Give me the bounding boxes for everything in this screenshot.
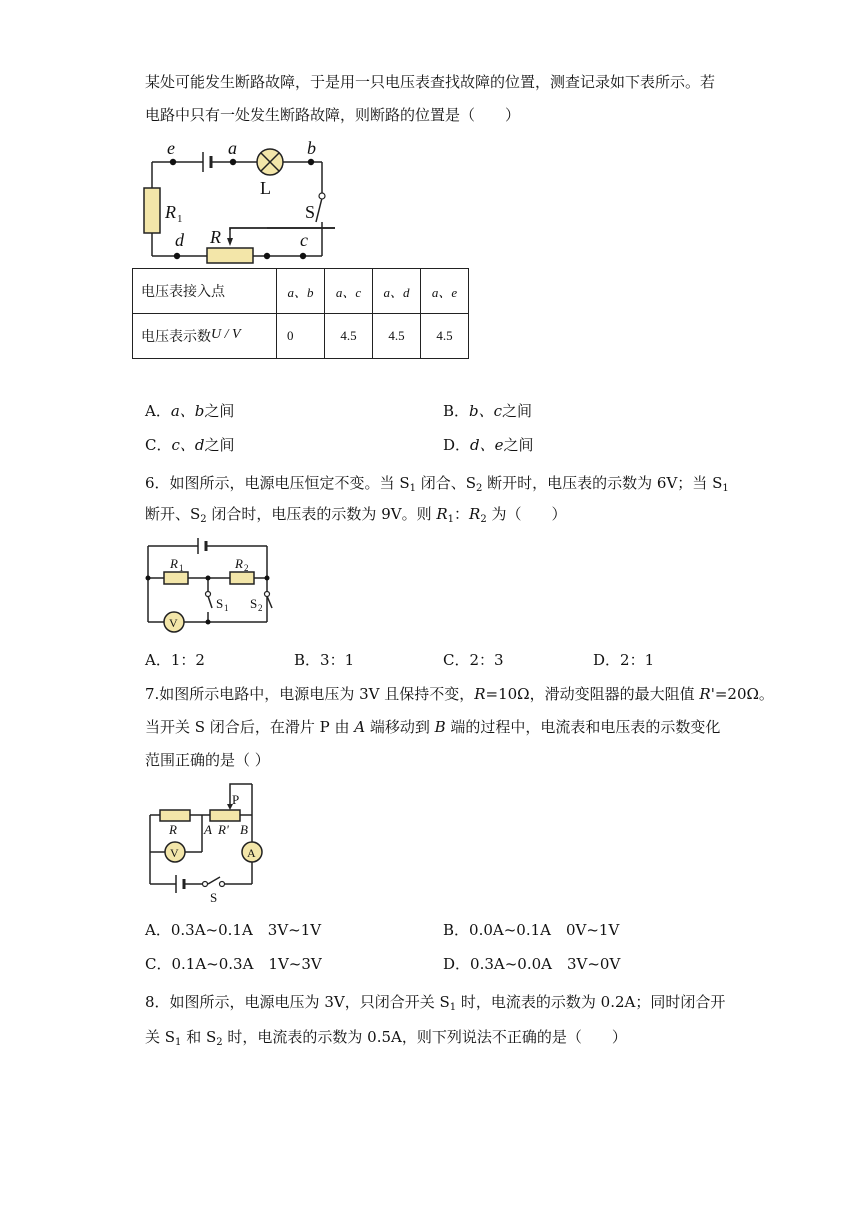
- resistor-r2: [230, 572, 254, 584]
- q7-option-a[interactable]: A．0.3A~0.1A 3V~1V: [145, 921, 322, 939]
- q6-option-b[interactable]: B．3：1: [294, 651, 355, 669]
- reading-label: 电压表示数: [141, 329, 211, 345]
- q7-option-c[interactable]: C．0.1A~0.3A 1V~3V: [145, 955, 322, 973]
- q6-circuit-diagram: [140, 536, 275, 636]
- label-r1: R: [165, 202, 176, 222]
- option-label: A．: [145, 402, 171, 420]
- rheostat-r-prime: [210, 810, 240, 821]
- option-tail: 之间: [503, 436, 534, 454]
- q7-option-b[interactable]: B．0.0A~0.1A 0V~1V: [443, 921, 620, 939]
- label-r: R: [210, 227, 221, 247]
- q5-text-line1: 某处可能发生断路故障，于是用一只电压表查找故障的位置，测查记录如下表所示。若: [145, 73, 716, 91]
- resistor-r1: [164, 572, 188, 584]
- table-cell: 4.5: [421, 314, 469, 359]
- svg-text:A: A: [204, 822, 212, 837]
- label-d: d: [175, 230, 184, 250]
- switch-blade: [316, 198, 322, 222]
- option-label: D．: [443, 436, 471, 454]
- q6-option-d[interactable]: D．2：1: [593, 651, 655, 669]
- svg-text:S: S: [216, 596, 224, 611]
- svg-text:A: A: [247, 846, 256, 860]
- option-label: B．: [443, 402, 470, 420]
- q7-text-line3: 范围正确的是（ ）: [145, 751, 270, 769]
- voltage-record-table: [132, 268, 469, 359]
- table-cell: a、e: [421, 269, 469, 314]
- svg-text:1: 1: [179, 563, 184, 573]
- q5-text-line2: 电路中只有一处发生断路故障，则断路的位置是（ ）: [145, 106, 521, 124]
- table-row: [133, 269, 469, 314]
- q5-option-b[interactable]: [443, 401, 532, 421]
- q6-text-line2: 断开、$S_2$ 闭合时，电压表的示数为 9V。则 $R_1$：$R_2$ 为（ ）: [145, 505, 567, 525]
- q6-option-c[interactable]: C．2：3: [443, 651, 504, 669]
- q7-option-d[interactable]: D．0.3A~0.0A 3V~0V: [443, 955, 621, 973]
- svg-text:B: B: [240, 822, 248, 837]
- q5-circuit-diagram: [135, 138, 335, 268]
- rheostat-r: [207, 248, 253, 263]
- q6-text-line1: 6．如图所示，电源电压恒定不变。当 $S_1$ 闭合、$S_2$ 断开时，电压表的示数为 6V；当 $S_1$: [145, 474, 729, 494]
- svg-text:S: S: [250, 596, 258, 611]
- svg-text:1: 1: [224, 603, 229, 613]
- label-b: b: [307, 138, 316, 158]
- label-r1-sub: 1: [177, 213, 183, 225]
- svg-text:V: V: [169, 616, 178, 630]
- q8-text-line2: 关 $S_1$ 和 $S_2$ 时，电流表的示数为 0.5A，则下列说法不正确的是（ ）: [145, 1028, 627, 1048]
- label-s: S: [305, 202, 316, 222]
- table-cell: 0: [277, 314, 325, 359]
- option-label: C．: [145, 436, 172, 454]
- svg-text:R': R': [218, 822, 229, 837]
- label-a: a: [228, 138, 237, 158]
- q5-option-d[interactable]: [443, 435, 534, 455]
- table-header-points: 电压表接入点: [133, 269, 277, 314]
- q7-text-line1: 7.如图所示电路中，电源电压为 3V 且保持不变，R=10Ω，滑动变阻器的最大阻值 R'=20Ω。: [145, 685, 774, 703]
- table-row: [133, 314, 469, 359]
- svg-text:V: V: [170, 846, 179, 860]
- svg-text:2: 2: [258, 603, 263, 613]
- option-tail: 之间: [204, 402, 235, 420]
- table-cell: a、c: [325, 269, 373, 314]
- resistor-r: [160, 810, 190, 821]
- table-cell: 4.5: [325, 314, 373, 359]
- option-tail: 之间: [204, 436, 235, 454]
- table-cell: a、d: [373, 269, 421, 314]
- table-cell: a、b: [277, 269, 325, 314]
- option-vars: c、d: [171, 436, 205, 454]
- table-header-reading: [133, 314, 277, 359]
- table-cell: 4.5: [373, 314, 421, 359]
- q5-option-a[interactable]: [145, 401, 234, 421]
- svg-text:R: R: [235, 556, 243, 571]
- svg-text:S: S: [210, 890, 218, 905]
- q8-text-line1: 8．如图所示，电源电压为 3V，只闭合开关 $S_1$ 时，电流表的示数为 0.2A；同时闭合开: [145, 993, 726, 1013]
- svg-text:R: R: [169, 822, 177, 837]
- q7-text-line2: 当开关 S 闭合后，在滑片 P 由 A 端移动到 B 端的过程中，电流表和电压表的示数变化: [145, 718, 721, 736]
- svg-text:R: R: [170, 556, 178, 571]
- option-vars: b、c: [469, 402, 503, 420]
- label-l: L: [260, 178, 271, 198]
- q5-option-c[interactable]: [145, 435, 235, 455]
- q7-circuit-diagram: [140, 780, 270, 905]
- option-vars: a、b: [170, 402, 205, 420]
- option-vars: d、e: [470, 436, 504, 454]
- svg-text:P: P: [232, 792, 240, 807]
- svg-text:2: 2: [244, 563, 249, 573]
- q6-option-a[interactable]: A．1：2: [145, 651, 205, 669]
- label-e: e: [167, 138, 175, 158]
- resistor-r1: [144, 188, 160, 233]
- option-tail: 之间: [502, 402, 533, 420]
- label-c: c: [300, 230, 308, 250]
- reading-unit: U / V: [211, 327, 241, 342]
